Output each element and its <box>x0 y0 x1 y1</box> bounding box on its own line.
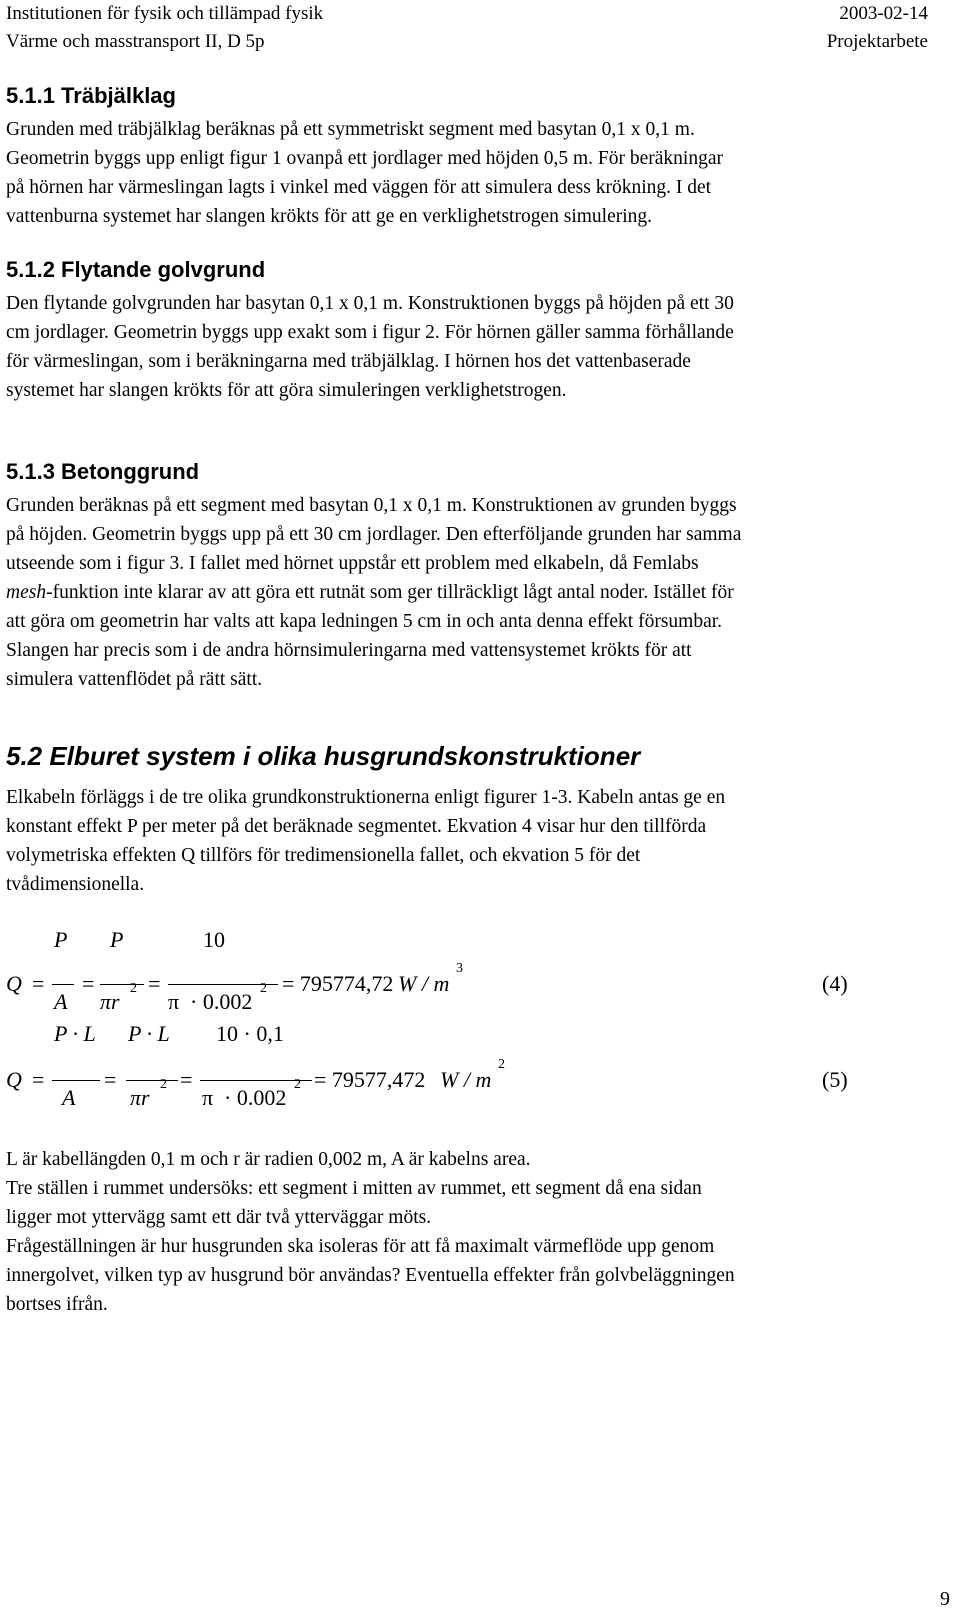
header-institution: Institutionen för fysik och tillämpad fysik <box>6 3 324 24</box>
paragraph-line: på höjden. Geometrin byggs upp på ett 30 cm jordlager. Den efterföljande grunden har samma <box>6 524 742 545</box>
section-heading-5-1-3: 5.1.3 Betonggrund <box>6 459 200 484</box>
paragraph-line: Geometrin byggs upp enligt figur 1 ovanpå ett jordlager med höjden 0,5 m. För beräkningar <box>6 148 723 169</box>
section-heading-5-1-1: 5.1.1 Träbjälklag <box>6 83 176 108</box>
paragraph-line: mesh-funktion inte klarar av att göra ett rutnät som ger tillräckligt lågt antal noder. Istället för <box>6 582 734 603</box>
mesh-term: mesh <box>6 582 47 603</box>
paragraph-line: simulera vattenflödet på rätt sätt. <box>6 669 263 690</box>
header-doc-type: Projektarbete <box>826 31 928 52</box>
paragraph-line: tvådimensionella. <box>6 874 145 895</box>
paragraph-line: innergolvet, vilken typ av husgrund bör användas? Eventuella effekter från golvbeläggningen <box>6 1265 735 1286</box>
page-number: 9 <box>940 1588 950 1610</box>
paragraph-line: Grunden beräknas på ett segment med basytan 0,1 x 0,1 m. Konstruktionen av grunden byggs <box>6 495 737 516</box>
paragraph-line: ligger mot yttervägg samt ett där två ytterväggar möts. <box>6 1207 432 1228</box>
paragraph-line: Frågeställningen är hur husgrunden ska isoleras för att få maximalt värmeflöde upp genom <box>6 1236 715 1257</box>
paragraph-line: cm jordlager. Geometrin byggs upp exakt som i figur 2. För hörnen gäller samma förhållande <box>6 322 734 343</box>
paragraph-line: att göra om geometrin har valts att kapa ledningen 5 cm in och anta denna effekt försumbar. <box>6 611 723 632</box>
paragraph-line: systemet har slangen krökts för att göra simuleringen verklighetstrogen. <box>6 380 567 401</box>
paragraph-line: bortses ifrån. <box>6 1294 108 1315</box>
paragraph-line: Den flytande golvgrunden har basytan 0,1 x 0,1 m. Konstruktionen byggs på höjden på ett 30 <box>6 293 734 314</box>
equation-number-5: (5) <box>822 1067 848 1092</box>
header-date: 2003-02-14 <box>839 3 928 24</box>
section-heading-5-1-2: 5.1.2 Flytande golvgrund <box>6 257 266 282</box>
paragraph-line: konstant effekt P per meter på det beräknade segmentet. Ekvation 4 visar hur den tillförda <box>6 816 707 837</box>
paragraph-line: för värmeslingan, som i beräkningarna med träbjälklag. I hörnen hos det vattenbaserade <box>6 351 691 372</box>
paragraph-line: Slangen har precis som i de andra hörnsimuleringarna med vattensystemet krökts för att <box>6 640 692 661</box>
header-course: Värme och masstransport II, D 5p <box>6 31 265 52</box>
paragraph-line: volymetriska effekten Q tillförs för tredimensionella fallet, och ekvation 5 för det <box>6 845 641 866</box>
paragraph-line: Grunden med träbjälklag beräknas på ett symmetriskt segment med basytan 0,1 x 0,1 m. <box>6 119 695 140</box>
paragraph-line: Tre ställen i rummet undersöks: ett segment i mitten av rummet, ett segment då ena sidan <box>6 1178 702 1199</box>
equation-number-4: (4) <box>822 971 848 996</box>
paragraph-line: vattenburna systemet har slangen krökts för att ge en verklighetstrogen simulering. <box>6 206 653 227</box>
paragraph-line: på hörnen har värmeslingan lagts i vinkel med väggen för att simulera dess krökning. I det <box>6 177 712 198</box>
section-heading-5-2: 5.2 Elburet system i olika husgrundskonstruktioner <box>6 741 641 771</box>
paragraph-line: L är kabellängden 0,1 m och r är radien 0,002 m, A är kabelns area. <box>6 1149 531 1170</box>
paragraph-line: Elkabeln förläggs i de tre olika grundkonstruktionerna enligt figurer 1-3. Kabeln antas ge en <box>6 787 726 808</box>
paragraph-line: utseende som i figur 3. I fallet med hörnet uppstår ett problem med elkabeln, då Femlabs <box>6 553 699 574</box>
